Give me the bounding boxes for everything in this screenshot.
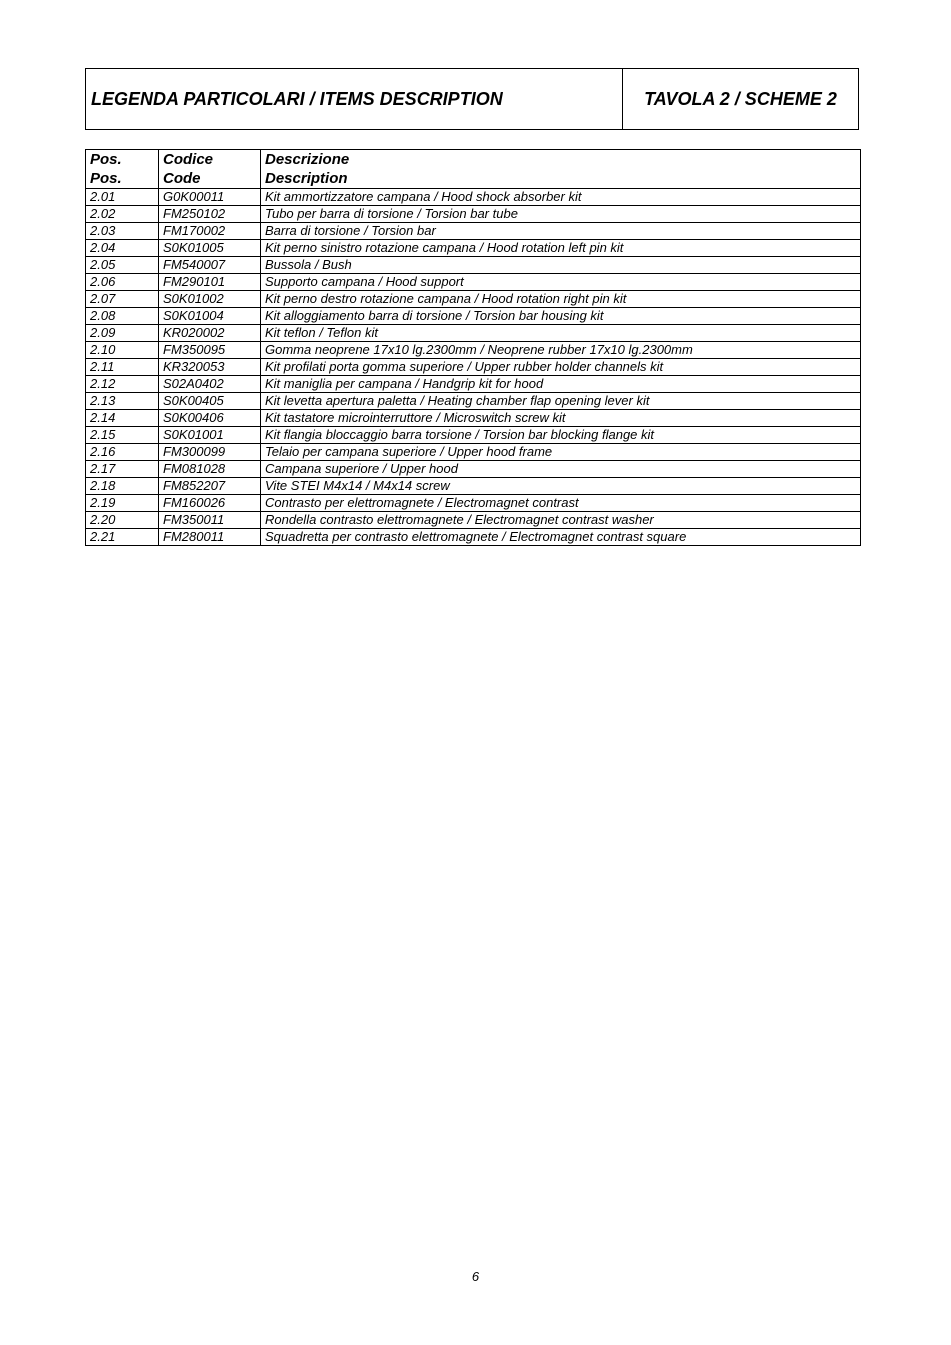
cell-pos: 2.05 bbox=[86, 257, 159, 274]
column-header-code-en: Code bbox=[163, 170, 201, 187]
cell-description: Squadretta per contrasto elettromagnete / Electromagnet contrast square bbox=[261, 529, 861, 546]
cell-code: FM300099 bbox=[159, 444, 261, 461]
cell-code: KR020002 bbox=[159, 325, 261, 342]
table-row bbox=[86, 308, 861, 325]
page-number: 6 bbox=[471, 1269, 480, 1284]
cell-description: Kit perno sinistro rotazione campana / Hood rotation left pin kit bbox=[261, 240, 861, 257]
cell-description: Kit maniglia per campana / Handgrip kit for hood bbox=[261, 376, 861, 393]
column-header-description-it: Descrizione bbox=[265, 151, 350, 168]
table-row bbox=[86, 342, 861, 359]
table-body bbox=[86, 189, 861, 546]
document-title: LEGENDA PARTICOLARI / ITEMS DESCRIPTION bbox=[86, 69, 623, 129]
cell-pos: 2.15 bbox=[86, 427, 159, 444]
cell-code: FM250102 bbox=[159, 206, 261, 223]
cell-pos: 2.09 bbox=[86, 325, 159, 342]
cell-code: G0K00011 bbox=[159, 189, 261, 206]
column-header-pos-it: Pos. bbox=[90, 151, 122, 168]
cell-pos: 2.21 bbox=[86, 529, 159, 546]
cell-code: S0K01001 bbox=[159, 427, 261, 444]
cell-description: Kit flangia bloccaggio barra torsione / Torsion bar blocking flange kit bbox=[261, 427, 861, 444]
cell-code: FM350095 bbox=[159, 342, 261, 359]
table-row bbox=[86, 359, 861, 376]
table-row bbox=[86, 410, 861, 427]
cell-description: Bussola / Bush bbox=[261, 257, 861, 274]
header-box bbox=[85, 68, 859, 130]
cell-description: Barra di torsione / Torsion bar bbox=[261, 223, 861, 240]
cell-description: Campana superiore / Upper hood bbox=[261, 461, 861, 478]
cell-pos: 2.18 bbox=[86, 478, 159, 495]
cell-code: FM350011 bbox=[159, 512, 261, 529]
table-row bbox=[86, 274, 861, 291]
cell-pos: 2.08 bbox=[86, 308, 159, 325]
cell-pos: 2.17 bbox=[86, 461, 159, 478]
cell-description: Contrasto per elettromagnete / Electromagnet contrast bbox=[261, 495, 861, 512]
cell-code: S0K00406 bbox=[159, 410, 261, 427]
table-row bbox=[86, 495, 861, 512]
table-row bbox=[86, 206, 861, 223]
cell-code: S02A0402 bbox=[159, 376, 261, 393]
cell-code: FM280011 bbox=[159, 529, 261, 546]
table-row bbox=[86, 427, 861, 444]
cell-pos: 2.19 bbox=[86, 495, 159, 512]
cell-code: S0K01004 bbox=[159, 308, 261, 325]
cell-code: FM540007 bbox=[159, 257, 261, 274]
cell-code: KR320053 bbox=[159, 359, 261, 376]
table-row bbox=[86, 393, 861, 410]
cell-code: FM081028 bbox=[159, 461, 261, 478]
cell-pos: 2.16 bbox=[86, 444, 159, 461]
cell-pos: 2.03 bbox=[86, 223, 159, 240]
column-header-pos-en: Pos. bbox=[90, 170, 122, 187]
table-row bbox=[86, 291, 861, 308]
cell-pos: 2.02 bbox=[86, 206, 159, 223]
table-row bbox=[86, 529, 861, 546]
table-row bbox=[86, 444, 861, 461]
column-header-code-it: Codice bbox=[163, 151, 214, 168]
cell-code: S0K00405 bbox=[159, 393, 261, 410]
table-row bbox=[86, 512, 861, 529]
cell-code: S0K01002 bbox=[159, 291, 261, 308]
table-row bbox=[86, 189, 861, 206]
table-row bbox=[86, 325, 861, 342]
cell-pos: 2.13 bbox=[86, 393, 159, 410]
cell-description: Tubo per barra di torsione / Torsion bar tube bbox=[261, 206, 861, 223]
cell-description: Vite STEI M4x14 / M4x14 screw bbox=[261, 478, 861, 495]
column-header-description bbox=[261, 150, 861, 189]
cell-description: Kit perno destro rotazione campana / Hood rotation right pin kit bbox=[261, 291, 861, 308]
cell-pos: 2.07 bbox=[86, 291, 159, 308]
cell-code: FM852207 bbox=[159, 478, 261, 495]
table-row bbox=[86, 478, 861, 495]
cell-pos: 2.14 bbox=[86, 410, 159, 427]
column-header-code bbox=[159, 150, 261, 189]
cell-pos: 2.12 bbox=[86, 376, 159, 393]
cell-pos: 2.20 bbox=[86, 512, 159, 529]
column-header-description-en: Description bbox=[265, 170, 348, 187]
column-header-pos bbox=[86, 150, 159, 189]
table-row bbox=[86, 257, 861, 274]
cell-description: Kit profilati porta gomma superiore / Upper rubber holder channels kit bbox=[261, 359, 861, 376]
cell-description: Rondella contrasto elettromagnete / Electromagnet contrast washer bbox=[261, 512, 861, 529]
cell-description: Supporto campana / Hood support bbox=[261, 274, 861, 291]
cell-pos: 2.10 bbox=[86, 342, 159, 359]
table-row bbox=[86, 461, 861, 478]
table-row bbox=[86, 376, 861, 393]
cell-pos: 2.01 bbox=[86, 189, 159, 206]
cell-code: FM160026 bbox=[159, 495, 261, 512]
cell-pos: 2.11 bbox=[86, 359, 159, 376]
cell-description: Gomma neoprene 17x10 lg.2300mm / Neoprene rubber 17x10 lg.2300mm bbox=[261, 342, 861, 359]
items-table bbox=[85, 149, 861, 546]
table-row bbox=[86, 223, 861, 240]
cell-description: Kit teflon / Teflon kit bbox=[261, 325, 861, 342]
cell-code: FM290101 bbox=[159, 274, 261, 291]
scheme-label: TAVOLA 2 / SCHEME 2 bbox=[644, 88, 837, 109]
cell-description: Kit tastatore microinterruttore / Microswitch screw kit bbox=[261, 410, 861, 427]
cell-description: Kit ammortizzatore campana / Hood shock absorber kit bbox=[261, 189, 861, 206]
table-row bbox=[86, 240, 861, 257]
cell-code: S0K01005 bbox=[159, 240, 261, 257]
cell-description: Telaio per campana superiore / Upper hood frame bbox=[261, 444, 861, 461]
cell-code: FM170002 bbox=[159, 223, 261, 240]
cell-description: Kit levetta apertura paletta / Heating chamber flap opening lever kit bbox=[261, 393, 861, 410]
cell-pos: 2.04 bbox=[86, 240, 159, 257]
table-header-row bbox=[86, 150, 861, 189]
cell-description: Kit alloggiamento barra di torsione / Torsion bar housing kit bbox=[261, 308, 861, 325]
cell-pos: 2.06 bbox=[86, 274, 159, 291]
